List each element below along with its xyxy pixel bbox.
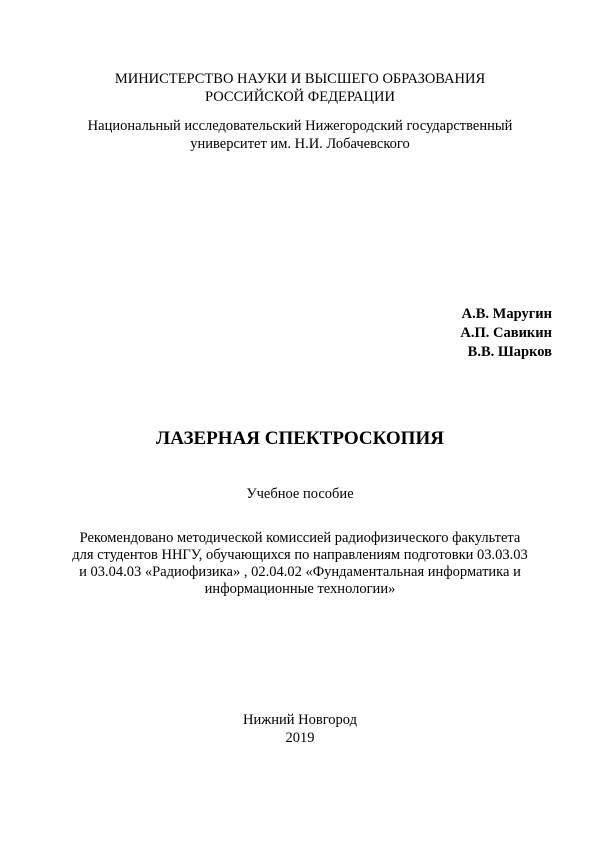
- ministry-line-2: РОССИЙСКОЙ ФЕДЕРАЦИИ: [205, 89, 395, 105]
- author-name: А.П. Савикин: [460, 325, 552, 341]
- imprint: [0, 711, 600, 747]
- university-header: [0, 117, 600, 153]
- university-line-2: университет им. Н.И. Лобачевского: [190, 136, 410, 152]
- recommendation-line: и 03.04.03 «Радиофизика» , 02.04.02 «Фундаментальная информатика и: [79, 564, 521, 580]
- book-subtitle: Учебное пособие: [246, 486, 354, 502]
- ministry-header: [0, 70, 600, 106]
- university-line-1: Национальный исследовательский Нижегородский государственный: [87, 118, 513, 134]
- author-name: А.В. Маругин: [461, 306, 552, 322]
- recommendation-line: Рекомендовано методической комиссией радиофизического факультета: [79, 530, 521, 546]
- authors-block: [460, 305, 552, 362]
- imprint-city: Нижний Новгород: [242, 712, 358, 728]
- recommendation-line: информационные технологии»: [204, 581, 396, 597]
- book-title: ЛАЗЕРНАЯ СПЕКТРОСКОПИЯ: [156, 428, 444, 449]
- recommendation-line: для студентов ННГУ, обучающихся по направлениям подготовки 03.03.03: [72, 547, 528, 563]
- ministry-line-1: МИНИСТЕРСТВО НАУКИ И ВЫСШЕГО ОБРАЗОВАНИЯ: [114, 71, 486, 87]
- imprint-year: 2019: [285, 730, 315, 746]
- recommendation-text: [0, 530, 600, 598]
- author-name: В.В. Шарков: [467, 344, 552, 360]
